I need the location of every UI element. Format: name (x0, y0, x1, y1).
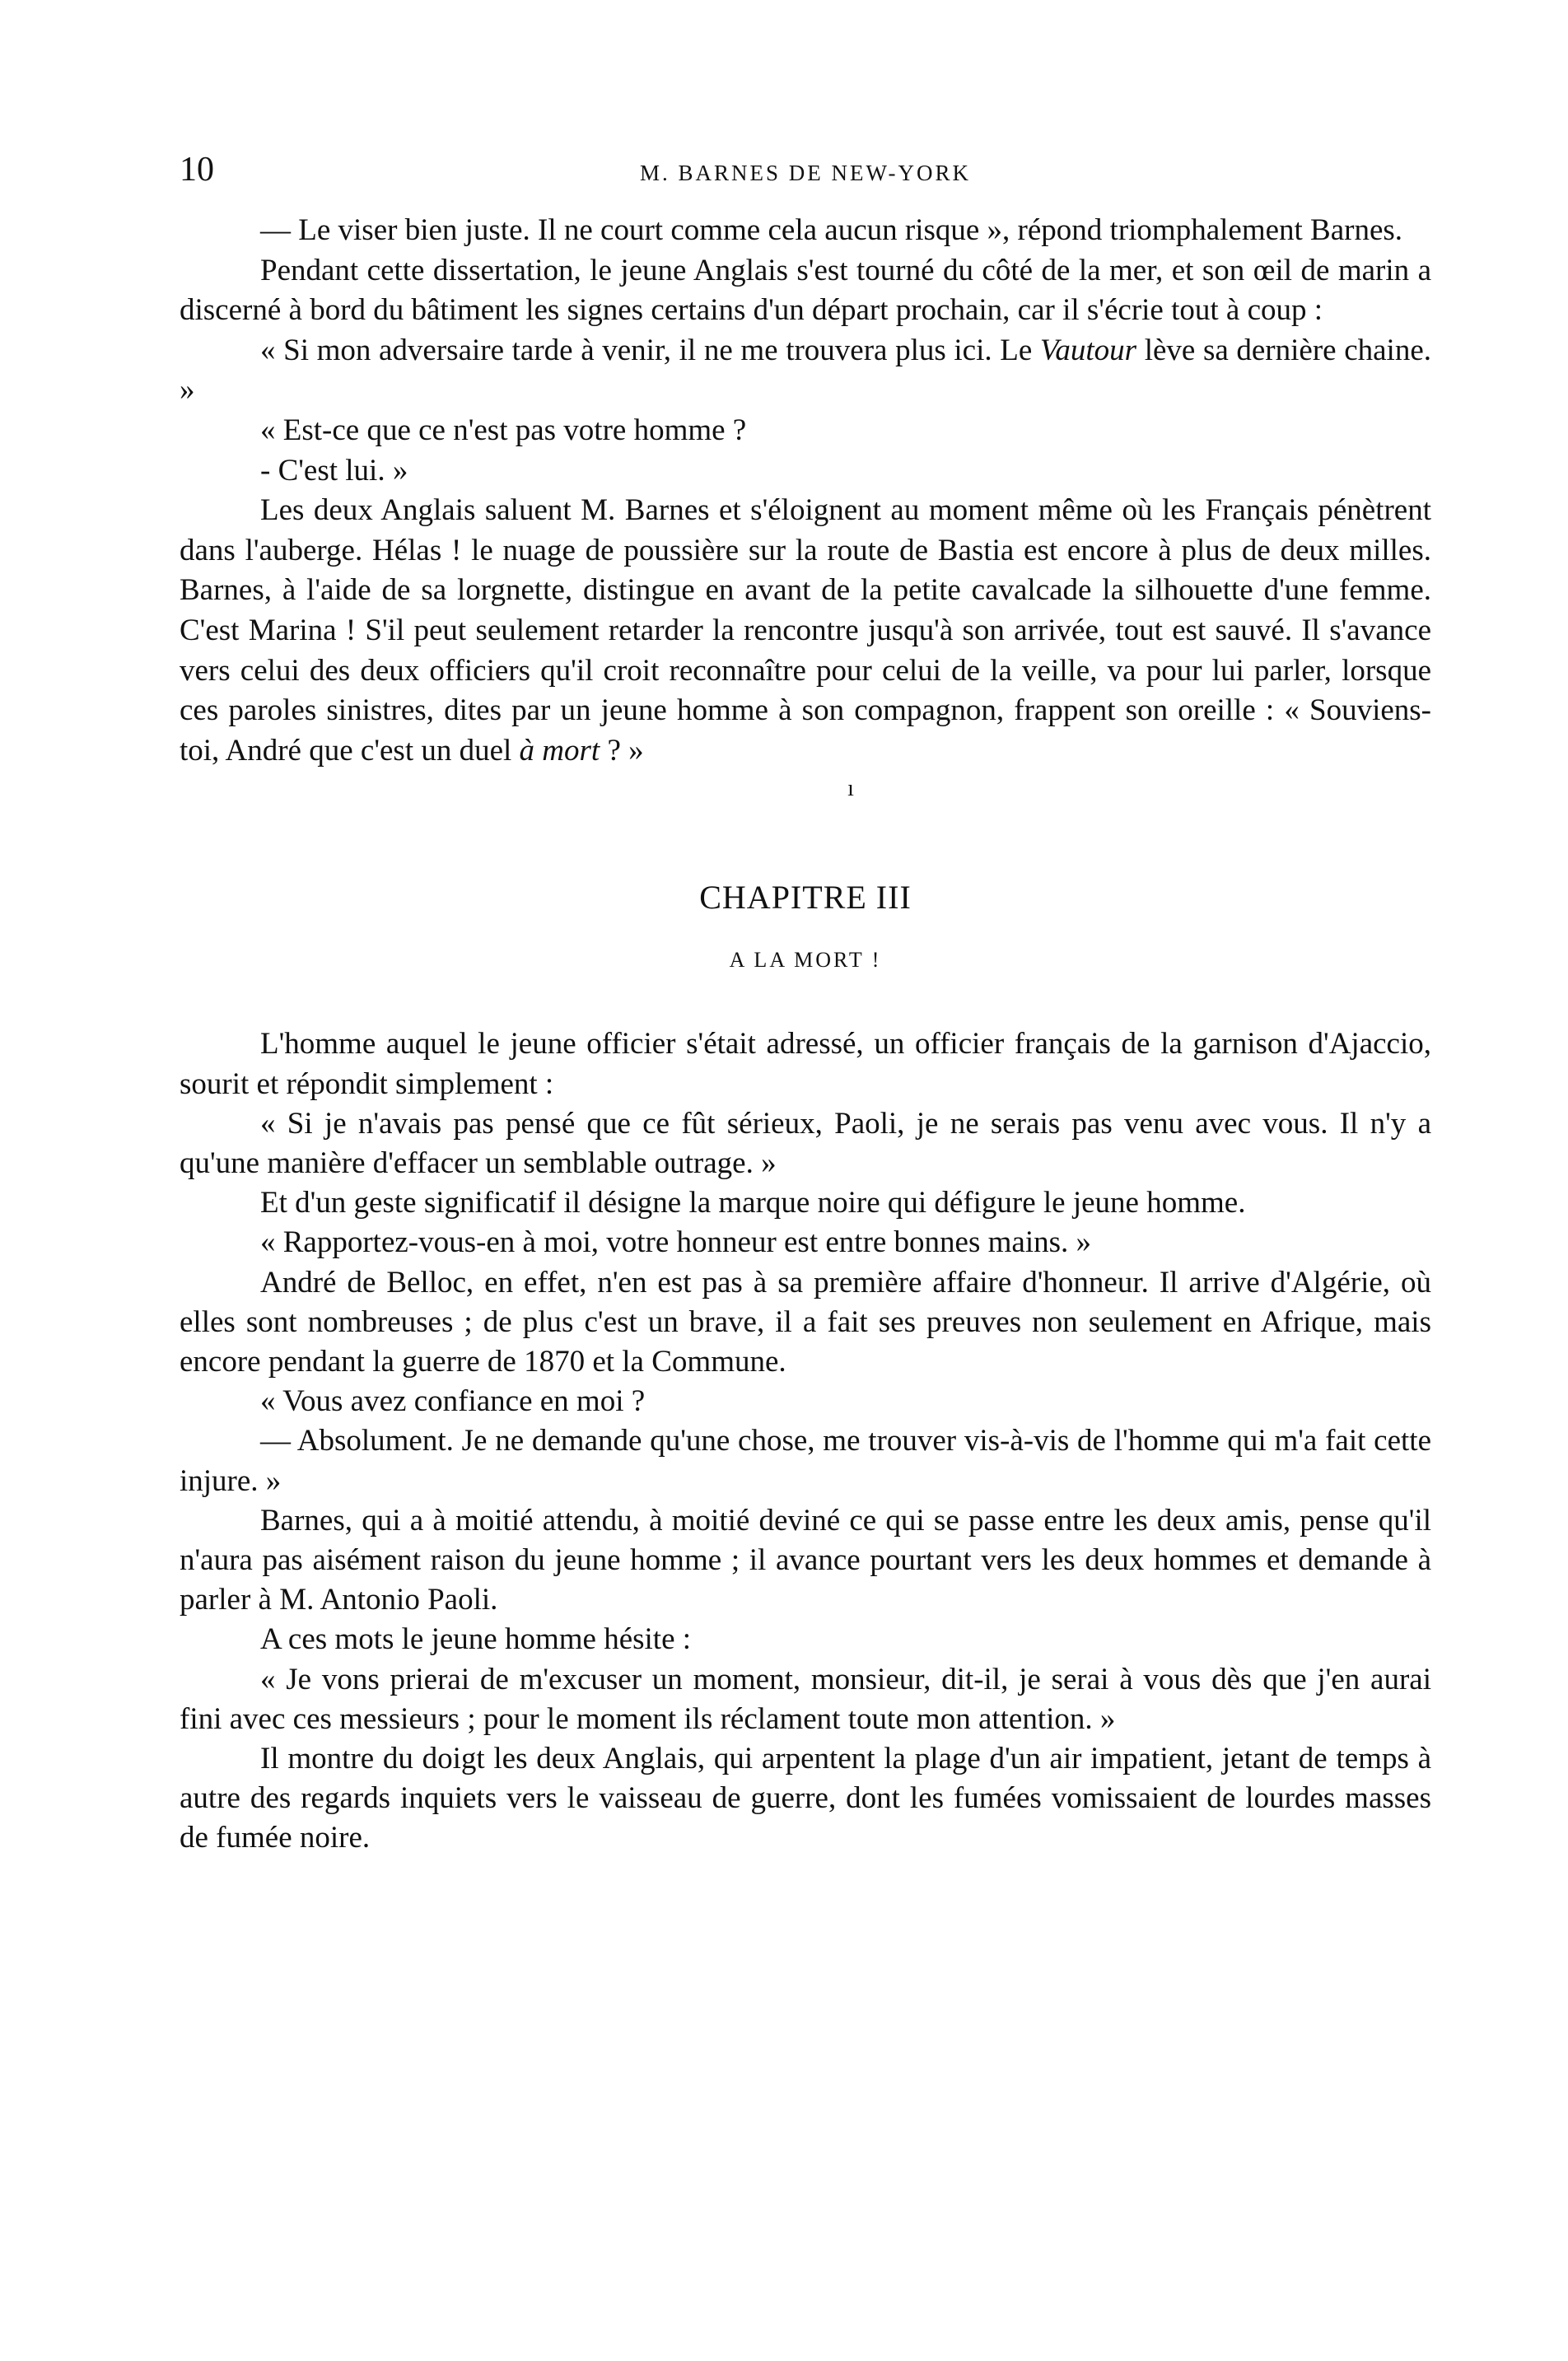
section-one-text (180, 211, 1431, 771)
paragraph: Les deux Anglais saluent M. Barnes et s'éloignent au moment même où les Français pénètrent dans l'auberge. Hélas ! le nuage de poussière sur la route de Bastia est encore à plus de deux milles. Barnes, à l'aide de sa lorgnette, distingue en avant de la petite cavalcade la silhouette d'une femme. C'est Marina ! S'il peut seulement retarder la rencontre jusqu'à son arrivée, tout est sauvé. Il s'avance vers celui des deux officiers qu'il croit reconnaître pour celui de la veille, va pour lui parler, lorsque ces paroles sinistres, dites par un jeune homme à son compagnon, frappent son oreille : « Souviens-toi, André que c'est un duel à mort ? » (180, 493, 1431, 768)
italic-word: à mort (519, 733, 600, 768)
chapter-subtitle: A LA MORT ! (729, 948, 882, 973)
paragraph: L'homme auquel le jeune officier s'était adressé, un officier français de la garnison d'Ajaccio, sourit et répondit simplement : (180, 1027, 1431, 1101)
paragraph: « Vous avez confiance en moi ? (260, 1384, 646, 1419)
book-page (180, 145, 1431, 2352)
section-two-text (180, 1024, 1431, 1858)
paragraph: - C'est lui. » (260, 453, 408, 488)
paragraph: « Si je n'avais pas pensé que ce fût sérieux, Paoli, je ne serais pas venu avec vous. Il n'y a qu'une manière d'effacer un semblable outrage. » (180, 1106, 1431, 1180)
paragraph: Barnes, qui a à moitié attendu, à moitié deviné ce qui se passe entre les deux amis, pense qu'il n'aura pas aisément raison du jeune homme ; il avance pourtant vers les deux hommes et demande à parler à M. Antonio Paoli. (180, 1503, 1431, 1617)
italic-word: Vautour (1039, 333, 1137, 367)
paragraph: « Est-ce que ce n'est pas votre homme ? (260, 413, 747, 447)
paragraph: « Rapportez-vous-en à moi, votre honneur est entre bonnes mains. » (260, 1225, 1092, 1260)
paragraph: Et d'un geste significatif il désigne la marque noire qui défigure le jeune homme. (260, 1186, 1246, 1220)
chapter-title: CHAPITRE III (699, 879, 912, 917)
page-number: 10 (180, 151, 214, 189)
paragraph: — Absolument. Je ne demande qu'une chose, me trouver vis-à-vis de l'homme qui m'a fait cette injure. » (180, 1424, 1431, 1498)
paragraph: « Si mon adversaire tarde à venir, il ne me trouvera plus ici. Le Vautour lève sa dernière chaine. » (180, 333, 1431, 408)
paragraph: André de Belloc, en effet, n'en est pas à sa première affaire d'honneur. Il arrive d'Algérie, où elles sont nombreuses ; de plus c'est un brave, il a fait ses preuves non seulement en Afrique, mais encore pendant la guerre de 1870 et la Commune. (180, 1265, 1431, 1379)
paragraph: Pendant cette dissertation, le jeune Anglais s'est tourné du côté de la mer, et son œil de marin a discerné à bord du bâtiment les signes certains d'un départ prochain, car il s'écrie tout à coup : (180, 253, 1431, 328)
paragraph: « Je vons prierai de m'excuser un moment, monsieur, dit-il, je serai à vous dès que j'en aurai fini avec ces messieurs ; pour le moment ils réclament toute mon attention. » (180, 1662, 1431, 1736)
paragraph: — Le viser bien juste. Il ne court comme cela aucun risque », répond triomphalement Barnes. (260, 213, 1403, 247)
running-title: M. BARNES DE NEW-YORK (639, 161, 971, 185)
running-header (180, 145, 1431, 194)
section-break-mark: ı (847, 776, 854, 802)
paragraph: A ces mots le jeune homme hésite : (260, 1622, 692, 1657)
paragraph: Il montre du doigt les deux Anglais, qui arpentent la plage d'un air impatient, jetant de temps à autre des regards inquiets vers le vaisseau de guerre, dont les fumées vomissaient de lourdes masses de fumée noire. (180, 1741, 1431, 1855)
